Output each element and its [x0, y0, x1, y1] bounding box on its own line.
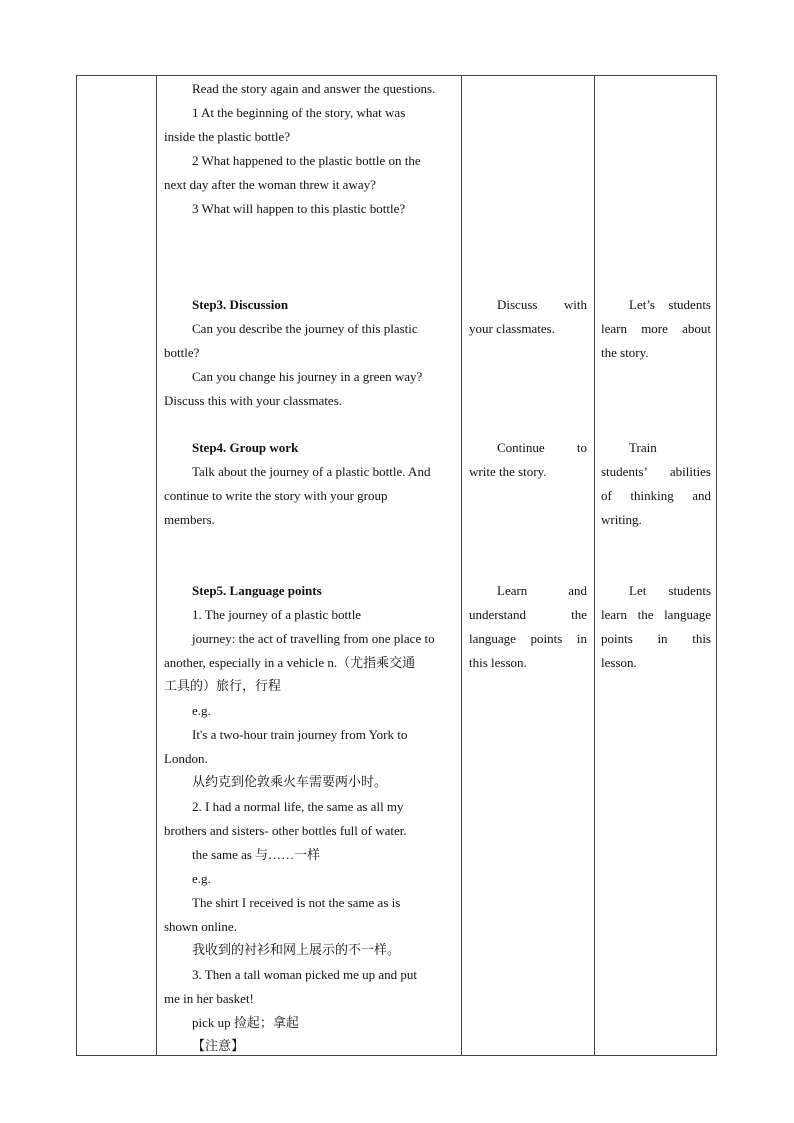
step5-line: 【注意】 [192, 1039, 245, 1054]
students-step5-line: Learn and [497, 583, 587, 598]
step5-line: London. [164, 751, 208, 766]
students-step3-line: your classmates. [469, 321, 555, 336]
step3-line: bottle? [164, 345, 200, 360]
step5-line: journey: the act of travelling from one place to [192, 631, 435, 646]
purpose-step5-line: points in this [601, 631, 711, 646]
step4-content [164, 436, 454, 532]
purpose-step4-line: students’ abilities [601, 464, 711, 479]
step5-line: brothers and sisters- other bottles full of water. [164, 823, 407, 838]
students-step4-line: Continue to [497, 440, 587, 455]
step5-heading: Step5. Language points [192, 583, 322, 598]
purpose-step5-line: lesson. [601, 655, 637, 670]
students-step5-line: understand the [469, 607, 587, 622]
purpose-step5 [601, 579, 711, 675]
column-divider [461, 76, 462, 1055]
intro-line: 3 What will happen to this plastic bottle? [192, 201, 406, 216]
step5-line: e.g. [192, 703, 211, 718]
column-divider [594, 76, 595, 1055]
step5-line: pick up 捡起；拿起 [192, 1015, 299, 1030]
purpose-step5-line: Let students [629, 583, 711, 598]
students-step5-line: language points in [469, 631, 587, 646]
intro-line: 1 At the beginning of the story, what was [192, 105, 406, 120]
students-step4 [469, 436, 587, 484]
step3-line: Discuss this with your classmates. [164, 393, 343, 408]
step5-line: 工具的）旅行，行程 [164, 679, 282, 694]
step5-line: another, especially in a vehicle n.（尤指乘交通 [164, 655, 416, 670]
intro-line: Read the story again and answer the questions. [192, 81, 436, 96]
step3-content [164, 293, 454, 413]
lesson-table [76, 75, 717, 1056]
students-step5-line: this lesson. [469, 655, 527, 670]
step5-line: It's a two-hour train journey from York to [192, 727, 408, 742]
column-divider [156, 76, 157, 1055]
step5-content [164, 579, 454, 1059]
step4-heading: Step4. Group work [192, 440, 299, 455]
step3-line: Can you change his journey in a green way? [192, 369, 423, 384]
purpose-step3-line: the story. [601, 345, 649, 360]
purpose-step4-line: of thinking and [601, 488, 711, 503]
purpose-step3 [601, 293, 711, 365]
step5-line: 3. Then a tall woman picked me up and put [192, 967, 418, 982]
step5-line: the same as 与……一样 [192, 847, 321, 862]
students-step5 [469, 579, 587, 675]
purpose-step4 [601, 436, 711, 532]
students-step3-line: Discuss with [497, 297, 587, 312]
step5-line: 1. The journey of a plastic bottle [192, 607, 362, 622]
intro-line: next day after the woman threw it away? [164, 177, 376, 192]
step5-line: me in her basket! [164, 991, 254, 1006]
step3-line: Can you describe the journey of this plastic [192, 321, 418, 336]
step4-line: Talk about the journey of a plastic bottle. And [192, 464, 431, 479]
purpose-step3-line: learn more about [601, 321, 711, 336]
intro-line: 2 What happened to the plastic bottle on the [192, 153, 421, 168]
step5-line: e.g. [192, 871, 211, 886]
students-step4-line: write the story. [469, 464, 547, 479]
students-step3 [469, 293, 587, 341]
content-column [164, 77, 454, 221]
step5-line: 从约克到伦敦乘火车需要两小时。 [192, 775, 388, 790]
step4-line: members. [164, 512, 215, 527]
purpose-step4-line: writing. [601, 512, 642, 527]
intro-line: inside the plastic bottle? [164, 129, 290, 144]
step5-line: 2. I had a normal life, the same as all my [192, 799, 404, 814]
step5-line: shown online. [164, 919, 237, 934]
step3-heading: Step3. Discussion [192, 297, 289, 312]
step5-line: The shirt I received is not the same as is [192, 895, 401, 910]
purpose-step5-line: learn the language [601, 607, 711, 622]
purpose-step3-line: Let’s students [629, 297, 711, 312]
purpose-step4-line: Train [629, 440, 657, 455]
step4-line: continue to write the story with your group [164, 488, 388, 503]
step5-line: 我收到的衬衫和网上展示的不一样。 [192, 943, 401, 958]
